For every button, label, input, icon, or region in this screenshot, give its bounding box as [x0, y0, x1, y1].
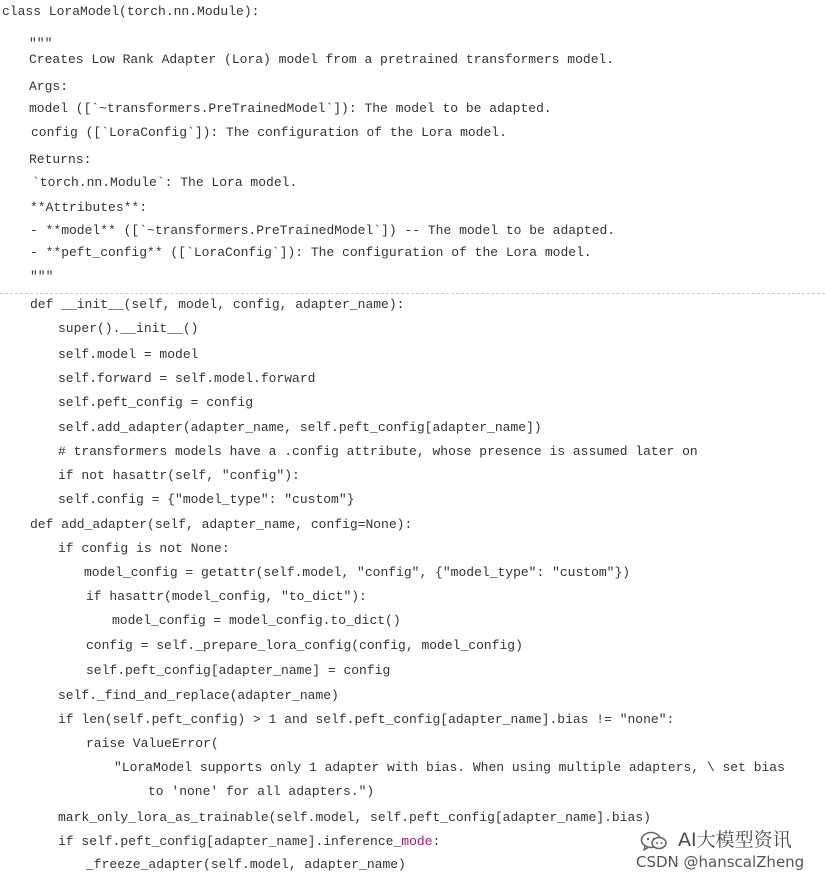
code-line: if len(self.peft_config) > 1 and self.peft_config[adapter_name].bias != "none":	[58, 712, 675, 727]
code-line: mark_only_lora_as_trainable(self.model, self.peft_config[adapter_name].bias)	[58, 810, 651, 825]
code-line: if not hasattr(self, "config"):	[58, 468, 300, 483]
code-line: self.add_adapter(adapter_name, self.peft_config[adapter_name])	[58, 420, 542, 435]
watermark	[636, 827, 822, 875]
watermark-source: CSDN @hanscalZheng	[636, 853, 805, 871]
code-line: """	[30, 269, 54, 284]
code-line: - **peft_config** ([`LoraConfig`]): The configuration of the Lora model.	[30, 245, 592, 260]
code-line: super().__init__()	[58, 321, 199, 336]
code-line: raise ValueError(	[86, 736, 219, 751]
wechat-icon	[640, 831, 668, 851]
code-line: model_config = getattr(self.model, "config", {"model_type": "custom"})	[84, 565, 631, 580]
code-line: config ([`LoraConfig`]): The configuration of the Lora model.	[31, 125, 507, 140]
code-line: `torch.nn.Module`: The Lora model.	[32, 175, 298, 190]
section-divider	[0, 293, 825, 294]
code-line: if config is not None:	[58, 541, 230, 556]
code-line: # transformers models have a .config attribute, whose presence is assumed later on	[58, 444, 698, 459]
watermark-brand: AI大模型资讯	[678, 829, 792, 851]
code-line: - **model** ([`~transformers.PreTrainedModel`]) -- The model to be adapted.	[30, 223, 616, 238]
code-line: def add_adapter(self, adapter_name, config=None):	[30, 517, 413, 532]
code-line: Creates Low Rank Adapter (Lora) model from a pretrained transformers model.	[29, 52, 615, 67]
code-line: self.model = model	[58, 347, 199, 362]
highlighted-token: mode	[401, 834, 433, 849]
code-line: self.peft_config = config	[58, 395, 254, 410]
code-line: self.config = {"model_type": "custom"}	[58, 492, 355, 507]
code-line: model ([`~transformers.PreTrainedModel`]): The model to be adapted.	[29, 101, 552, 116]
code-line: _freeze_adapter(self.model, adapter_name)	[86, 857, 406, 872]
code-line	[58, 834, 440, 850]
code-line: model_config = model_config.to_dict()	[112, 613, 401, 628]
code-line: **Attributes**:	[30, 200, 148, 215]
code-line: """	[29, 36, 53, 51]
code-line: self._find_and_replace(adapter_name)	[58, 688, 339, 703]
code-line: self.forward = self.model.forward	[58, 371, 316, 386]
code-line: to 'none' for all adapters.")	[148, 784, 375, 799]
code-line: self.peft_config[adapter_name] = config	[86, 663, 391, 678]
code-line: config = self._prepare_lora_config(config, model_config)	[86, 638, 523, 653]
code-text: if self.peft_config[adapter_name].inference_	[58, 834, 402, 849]
code-line: class LoraModel(torch.nn.Module):	[2, 4, 260, 19]
code-line: Returns:	[29, 152, 92, 167]
code-line: def __init__(self, model, config, adapter_name):	[30, 297, 405, 312]
code-line: "LoraModel supports only 1 adapter with bias. When using multiple adapters, \ set bias	[114, 760, 785, 775]
code-text: :	[432, 834, 441, 849]
code-line: Args:	[29, 79, 69, 94]
code-line: if hasattr(model_config, "to_dict"):	[86, 589, 367, 604]
